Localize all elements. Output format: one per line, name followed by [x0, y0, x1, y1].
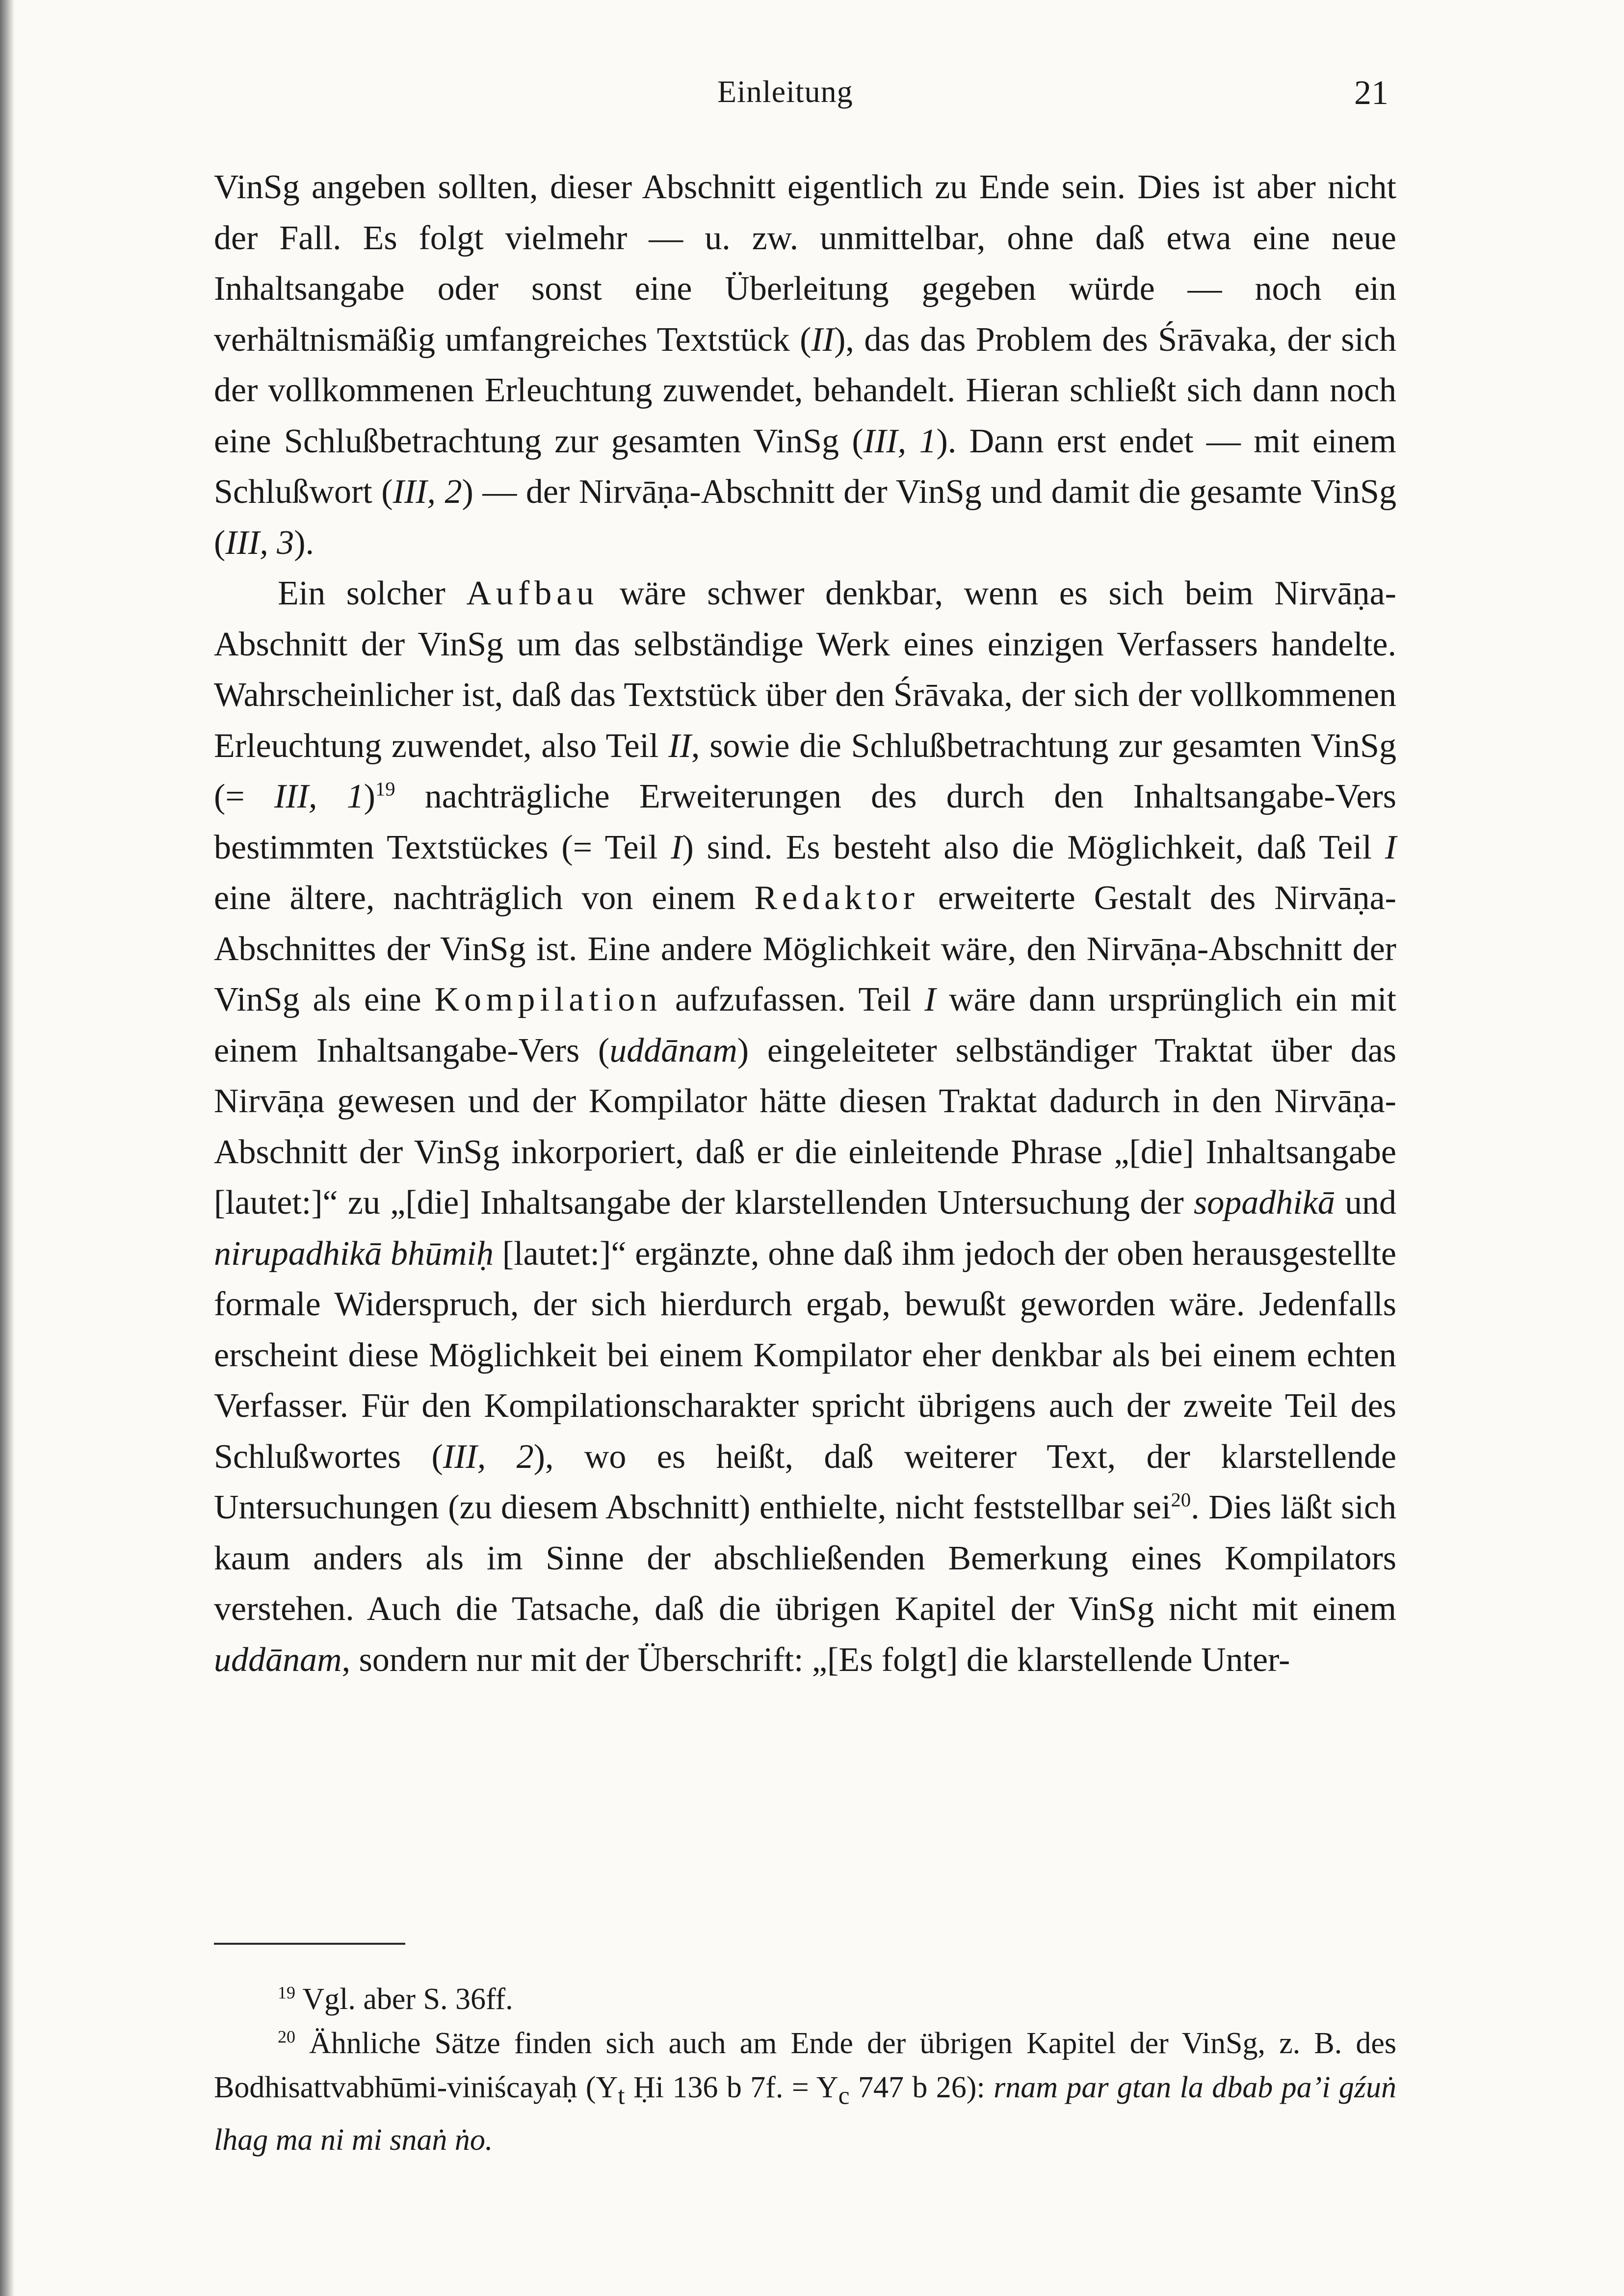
text-run: ) — [364, 778, 375, 815]
text-run: ) sind. Es besteht also die Möglichkeit, daß Teil — [682, 828, 1385, 866]
text-run: aufzufassen. Teil — [662, 981, 925, 1018]
italic-run: III, 1 — [863, 422, 937, 460]
italic-run: III, 2 — [393, 473, 462, 511]
text-run: ) — der Nirvāṇa-Abschnitt der VinSg und damit die gesamte VinSg ( — [214, 473, 1396, 562]
footnote-separator — [214, 1943, 405, 1945]
text-run: eine ältere, nachträglich von einem — [214, 879, 755, 917]
text-run: wäre dann ursprünglich ein mit einem Inhaltsangabe-Vers ( — [214, 981, 1397, 1070]
italic-run: uddānam — [609, 1031, 737, 1070]
italic-run: III, 3 — [225, 523, 294, 562]
running-title: Einleitung — [717, 74, 853, 109]
italic-run: I — [1385, 828, 1396, 866]
italic-run: I — [671, 828, 682, 866]
tibetan-quotation: rnam par gtan la dbab paʼi gźuṅ lhag ma ni mi snaṅ ṅo. — [214, 2071, 1397, 2157]
page-number: 21 — [1354, 74, 1388, 112]
italic-run: nirupadhikā bhūmiḥ — [214, 1234, 494, 1273]
footnote-text: Vgl. aber S. 36ff. — [295, 1983, 513, 2016]
text-run: [lautet:]“ ergänzte, ohne daß ihm jedoch der oben herausgestellte formale Widerspruch, der sich hierdurch ergab, bewußt geworden wäre. Jedenfalls erscheint diese Möglichkeit bei einem Kompilator eher denkbar als bei einem echten Verfasser. Für den Kompilationscharakter spricht übrigens auch der zweite Teil des Schlußwortes ( — [214, 1234, 1396, 1476]
text-run: erweiterte Gestalt des Nirvāṇa-Abschnittes der VinSg ist. Eine andere Möglichkeit wäre, den Nirvāṇa-Abschnitt der VinSg als eine — [214, 879, 1396, 1018]
subscript: t — [618, 2082, 625, 2110]
text-run: . Dies läßt sich kaum anders als im Sinne der abschließenden Bemerkung eines Kompilators verstehen. Auch die Tatsache, daß die übrigen Kapitel der VinSg nicht mit einem — [214, 1488, 1396, 1628]
italic-run: III, 1 — [274, 778, 364, 815]
footnote-ref-19: 19 — [375, 778, 395, 800]
subscript: c — [838, 2082, 850, 2110]
italic-run: II — [811, 320, 835, 359]
spaced-emphasis: Kompilation — [434, 981, 662, 1018]
text-run: wäre schwer denkbar, wenn es sich beim Nirvāṇa-Abschnitt der VinSg um das selbständige Werk eines einzigen Verfassers handelte. Wahrscheinlicher ist, daß das Textstück über den Śrāvaka, der sich der vollkommenen Erleuchtung zuwendet, also Teil — [214, 574, 1396, 765]
text-run: Ein solcher — [278, 574, 467, 612]
text-run: ), wo es heißt, daß weiterer Text, der klarstellende Untersuchungen (zu diesem Abschnitt) enthielte, nicht feststellbar sei — [214, 1437, 1396, 1526]
text-run: ), das das Problem des Śrāvaka, der sich der vollkommenen Erleuchtung zuwendet, behandelt. Hieran schließt sich dann noch eine Schlußbetrachtung zur gesamten VinSg ( — [214, 320, 1396, 460]
text-run: ). Dann erst endet — mit einem Schlußwort ( — [214, 422, 1397, 511]
footnote-number: 19 — [278, 1983, 295, 2003]
italic-run: I — [924, 981, 936, 1018]
text-run: ). — [294, 523, 314, 562]
footnote-text: 747 b 26): — [849, 2071, 994, 2104]
spaced-emphasis: Aufbau — [466, 574, 599, 612]
italic-run: III, 2 — [443, 1437, 534, 1476]
footnote-number: 20 — [278, 2027, 295, 2047]
text-run: und — [1335, 1184, 1396, 1222]
footnote-19 — [214, 1977, 1396, 2021]
footnote-text: Ḥi 136 b 7f. = Y — [625, 2071, 838, 2104]
italic-run: sopadhikā — [1193, 1184, 1335, 1222]
spaced-emphasis: Redaktor — [754, 879, 919, 917]
paragraph-2 — [214, 568, 1396, 1685]
running-head — [0, 74, 1624, 113]
footnote-20 — [214, 2021, 1396, 2162]
text-run: nachträgliche Erweiterungen des durch den Inhaltsangabe-Vers bestimmten Textstückes (= Teil — [214, 778, 1396, 866]
footnotes — [214, 1977, 1396, 2162]
text-run: VinSg angeben sollten, dieser Abschnitt eigentlich zu Ende sein. Dies ist aber nicht der Fall. Es folgt vielmehr — u. zw. unmittelbar, ohne daß etwa eine neue Inhaltsangabe oder sonst eine Überleitung gegeben würde — noch ein verhältnismäßig umfangreiches Textstück ( — [214, 168, 1396, 359]
text-run: ) eingeleiteter selbständiger Traktat über das Nirvāṇa gewesen und der Kompilator hätte diesen Traktat dadurch in den Nirvāṇa-Abschnitt der VinSg inkorporiert, daß er die einleitende Phrase „[die] Inhaltsangabe [lautet:]“ zu „[die] Inhaltsangabe der klarstellenden Untersuchung der — [214, 1031, 1397, 1222]
footnote-ref-20: 20 — [1171, 1488, 1191, 1511]
italic-run: II — [668, 727, 691, 765]
text-run: , sondern nur mit der Überschrift: „[Es folgt] die klarstellende Unter- — [341, 1641, 1290, 1679]
footnote-text: Ähnliche Sätze finden sich auch am Ende der übrigen Kapitel der VinSg, z. B. des Bodhisattvabhūmi-viniścayaḥ (Y — [214, 2027, 1396, 2104]
body-text — [214, 162, 1396, 1685]
paragraph-1 — [214, 162, 1396, 568]
text-run: , sowie die Schlußbetrachtung zur gesamten VinSg (= — [214, 727, 1396, 815]
italic-run: uddānam — [214, 1641, 342, 1679]
